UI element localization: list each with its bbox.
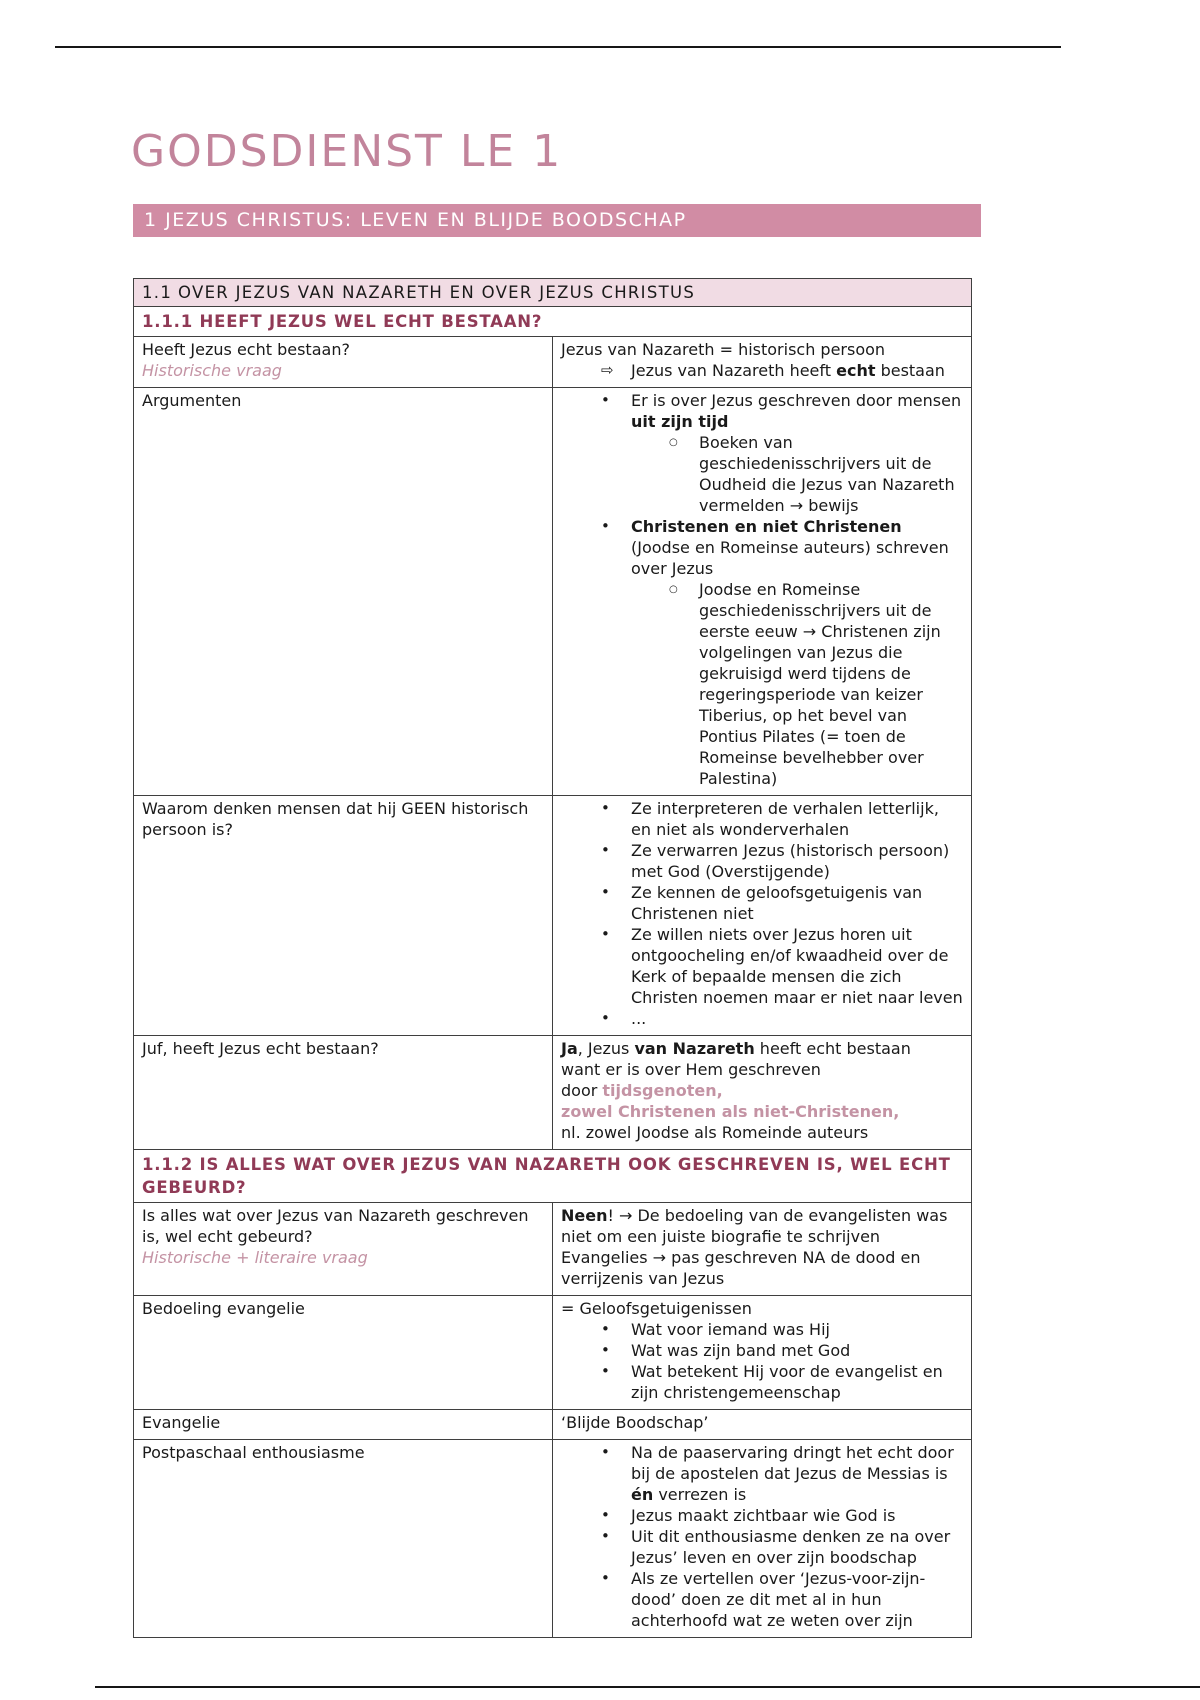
- text-run: Boeken van geschiedenisschrijvers uit de Oudheid die Jezus van Nazareth vermelden → bewijs: [699, 433, 955, 515]
- question-line: [142, 1442, 540, 1463]
- bullet-item: [561, 1319, 963, 1340]
- bullet-icon: •: [601, 925, 610, 943]
- answer-paragraph: [561, 1298, 963, 1319]
- text-run: verrezen is: [653, 1485, 747, 1504]
- text-content: [561, 1206, 947, 1246]
- text-run: Is alles wat over Jezus van Nazareth geschreven is, wel echt gebeurd?: [142, 1206, 529, 1246]
- text-run: Argumenten: [142, 391, 242, 410]
- text-content: [561, 1081, 723, 1100]
- question-cell: [134, 337, 553, 388]
- text-content: [561, 1102, 899, 1121]
- question-line: [142, 390, 540, 411]
- text-run: Evangelie: [142, 1413, 221, 1432]
- table-row: [134, 388, 972, 796]
- text-run: Waarom denken mensen dat hij GEEN historisch persoon is?: [142, 799, 529, 839]
- arrow-line: [561, 360, 963, 381]
- text-content: [631, 1319, 963, 1340]
- text-content: [561, 1060, 821, 1079]
- table-row: [134, 1296, 972, 1410]
- text-run: door: [561, 1081, 603, 1100]
- answer-cell: [553, 1296, 972, 1410]
- question-cell: [134, 1440, 553, 1638]
- section-number: 1.1: [142, 283, 173, 302]
- answer-paragraph: [561, 1247, 963, 1289]
- text-run: Jezus van Nazareth heeft: [631, 361, 837, 380]
- bullet-item: [561, 579, 963, 789]
- text-run: bestaan: [875, 361, 945, 380]
- answer-paragraph: [561, 1038, 963, 1059]
- bullet-icon: •: [601, 1443, 610, 1461]
- text-run: én: [631, 1485, 654, 1504]
- table-row: [134, 307, 972, 337]
- bullet-item: [561, 924, 963, 1008]
- question-cell: [134, 1203, 553, 1296]
- page-title: GODSDIENST LE 1: [131, 126, 563, 177]
- text-run: ! → De bedoeling van de evangelisten was niet om een juiste biografie te schrijven: [561, 1206, 948, 1246]
- bullet-item: [561, 882, 963, 924]
- answer-paragraph: [561, 1205, 963, 1247]
- answer-cell: [553, 1410, 972, 1440]
- text-content: [631, 390, 963, 432]
- text-content: [631, 516, 963, 579]
- text-content: [631, 1526, 963, 1568]
- bullet-item: [561, 516, 963, 579]
- text-run: Ze kennen de geloofsgetuigenis van Christenen niet: [631, 883, 923, 923]
- text-run: uit zijn tijd: [631, 412, 729, 431]
- bullet-icon: •: [601, 1341, 610, 1359]
- text-run: Als ze vertellen over ‘Jezus-voor-zijn-dood’ doen ze dit met al in hun achterhoofd wat ze weten over zijn: [631, 1569, 926, 1630]
- text-run: Postpaschaal enthousiasme: [142, 1443, 365, 1462]
- answer-cell: [553, 1036, 972, 1150]
- text-content: [631, 1505, 963, 1526]
- text-run: Juf, heeft Jezus echt bestaan?: [142, 1039, 379, 1058]
- text-run: nl. zowel Joodse als Romeinde auteurs: [561, 1123, 869, 1142]
- text-content: [631, 840, 963, 882]
- bullet-item: [561, 1568, 963, 1631]
- answer-paragraph: [561, 1101, 963, 1122]
- answer-paragraph: [561, 1412, 963, 1433]
- text-run: (Joodse en Romeinse auteurs) schreven over Jezus: [631, 538, 949, 578]
- question-line: [142, 360, 540, 381]
- answer-paragraph: [561, 1122, 963, 1143]
- text-run: = Geloofsgetuigenissen: [561, 1299, 752, 1318]
- page-bottom-rule: [95, 1686, 1200, 1688]
- question-line: [142, 1038, 540, 1059]
- bullet-item: [561, 1361, 963, 1403]
- text-content: [561, 1413, 709, 1432]
- text-run: Historische + literaire vraag: [142, 1248, 368, 1267]
- bullet-icon: •: [601, 1527, 610, 1545]
- text-run: Ze verwarren Jezus (historisch persoon) met God (Overstijgende): [631, 841, 950, 881]
- answer-paragraph: [561, 1059, 963, 1080]
- answer-cell: [553, 796, 972, 1036]
- bullet-icon: •: [601, 391, 610, 409]
- text-content: [561, 1248, 920, 1288]
- text-run: zowel Christenen als niet-Christenen,: [561, 1102, 900, 1121]
- bullet-icon: •: [601, 1362, 610, 1380]
- subsection-header-cell: 1.1.1 HEEFT JEZUS WEL ECHT BESTAAN?: [134, 307, 972, 337]
- text-run: Ja: [561, 1039, 578, 1058]
- bullet-item: [561, 1340, 963, 1361]
- text-run: Heeft Jezus echt bestaan?: [142, 340, 350, 359]
- question-cell: [134, 1410, 553, 1440]
- text-content: [631, 1568, 963, 1631]
- bullet-icon: •: [601, 1009, 610, 1027]
- bullet-icon: •: [601, 841, 610, 859]
- table-row: [134, 1410, 972, 1440]
- section-header-cell: [134, 279, 972, 307]
- table-row: [134, 337, 972, 388]
- text-run: Ze willen niets over Jezus horen uit ontgoocheling en/of kwaadheid over de Kerk of bepaalde mensen die zich Christen noemen maar er niet naar leven: [631, 925, 963, 1007]
- text-run: Uit dit enthousiasme denken ze na over Jezus’ leven en over zijn boodschap: [631, 1527, 951, 1567]
- table-row: [134, 279, 972, 307]
- text-content: [561, 1123, 868, 1142]
- table-row: [134, 1440, 972, 1638]
- bullet-icon: •: [601, 517, 610, 535]
- bullet-icon: •: [601, 1320, 610, 1338]
- text-run: Christenen en niet Christenen: [631, 517, 902, 536]
- bullet-item: [561, 432, 963, 516]
- bullet-item: [561, 1442, 963, 1505]
- text-run: Jezus van Nazareth = historisch persoon: [561, 340, 886, 359]
- text-run: Wat voor iemand was Hij: [631, 1320, 830, 1339]
- text-content: [631, 1361, 963, 1403]
- text-run: Na de paaservaring dringt het echt door bij de apostelen dat Jezus de Messias is: [631, 1443, 954, 1483]
- bullet-item: [561, 1008, 963, 1029]
- text-run: Joodse en Romeinse geschiedenisschrijvers uit de eerste eeuw → Christenen zijn volgelingen van Jezus die gekruisigd werd tijdens de regeringsperiode van keizer Tiberius, op het bevel van Pontius Pilates (= toen de Romeinse bevelhebber over Palestina): [699, 580, 941, 788]
- page-top-rule: [55, 46, 1061, 48]
- text-run: , Jezus: [577, 1039, 635, 1058]
- text-content: [561, 340, 885, 359]
- bullet-icon: •: [601, 1569, 610, 1587]
- subsection-header-cell: 1.1.2 IS ALLES WAT OVER JEZUS VAN NAZARETH OOK GESCHREVEN IS, WEL ECHT GEBEURD?: [134, 1150, 972, 1203]
- text-content: [631, 1340, 963, 1361]
- bullet-icon: •: [601, 1506, 610, 1524]
- text-content: [561, 1299, 752, 1318]
- text-content: [631, 924, 963, 1008]
- text-run: want er is over Hem geschreven: [561, 1060, 821, 1079]
- text-run: ‘Blijde Boodschap’: [561, 1413, 709, 1432]
- content-table: [133, 278, 972, 1638]
- table-row: [134, 1036, 972, 1150]
- text-content: [631, 1442, 963, 1505]
- question-line: [142, 1412, 540, 1433]
- chapter-banner: 1 JEZUS CHRISTUS: LEVEN EN BLIJDE BOODSCHAP: [133, 204, 981, 237]
- bullet-item: [561, 1505, 963, 1526]
- answer-cell: [553, 388, 972, 796]
- bullet-icon: ○: [669, 584, 678, 595]
- question-cell: [134, 1036, 553, 1150]
- text-run: Wat betekent Hij voor de evangelist en zijn christengemeenschap: [631, 1362, 943, 1402]
- text-run: Ze interpreteren de verhalen letterlijk, en niet als wonderverhalen: [631, 799, 939, 839]
- text-run: Bedoeling evangelie: [142, 1299, 305, 1318]
- text-content: [699, 432, 963, 516]
- question-cell: [134, 1296, 553, 1410]
- text-content: [699, 579, 963, 789]
- question-line: [142, 1298, 540, 1319]
- answer-cell: [553, 1203, 972, 1296]
- bullet-item: [561, 840, 963, 882]
- section-title: OVER JEZUS VAN NAZARETH EN OVER JEZUS CHRISTUS: [178, 283, 696, 302]
- text-content: [561, 1039, 911, 1058]
- question-cell: [134, 796, 553, 1036]
- text-content: [631, 798, 963, 840]
- text-run: heeft echt bestaan: [754, 1039, 911, 1058]
- text-run: tijdsgenoten,: [602, 1081, 723, 1100]
- table-row: [134, 1150, 972, 1203]
- answer-cell: [553, 1440, 972, 1638]
- arrow-icon: ⇨: [601, 361, 614, 379]
- question-line: [142, 798, 540, 840]
- text-run: Wat was zijn band met God: [631, 1341, 851, 1360]
- text-run: echt: [836, 361, 876, 380]
- question-line: [142, 1247, 540, 1268]
- text-content: [631, 360, 963, 381]
- text-run: ...: [631, 1009, 647, 1028]
- answer-paragraph: [561, 1080, 963, 1101]
- text-run: Er is over Jezus geschreven door mensen: [631, 391, 962, 410]
- question-cell: [134, 388, 553, 796]
- answer-paragraph: [561, 339, 963, 360]
- text-content: [631, 882, 963, 924]
- text-run: Evangelies → pas geschreven NA de dood en verrijzenis van Jezus: [561, 1248, 921, 1288]
- question-line: [142, 1205, 540, 1247]
- bullet-icon: ○: [669, 437, 678, 448]
- text-content: [631, 1008, 963, 1029]
- text-run: van Nazareth: [634, 1039, 755, 1058]
- text-run: Neen: [561, 1206, 608, 1225]
- bullet-item: [561, 798, 963, 840]
- bullet-item: [561, 390, 963, 432]
- bullet-icon: •: [601, 799, 610, 817]
- text-run: Historische vraag: [142, 361, 282, 380]
- table-row: [134, 1203, 972, 1296]
- text-run: Jezus maakt zichtbaar wie God is: [631, 1506, 896, 1525]
- bullet-icon: •: [601, 883, 610, 901]
- bullet-item: [561, 1526, 963, 1568]
- table-row: [134, 796, 972, 1036]
- table-body: [134, 279, 972, 1638]
- question-line: [142, 339, 540, 360]
- answer-cell: [553, 337, 972, 388]
